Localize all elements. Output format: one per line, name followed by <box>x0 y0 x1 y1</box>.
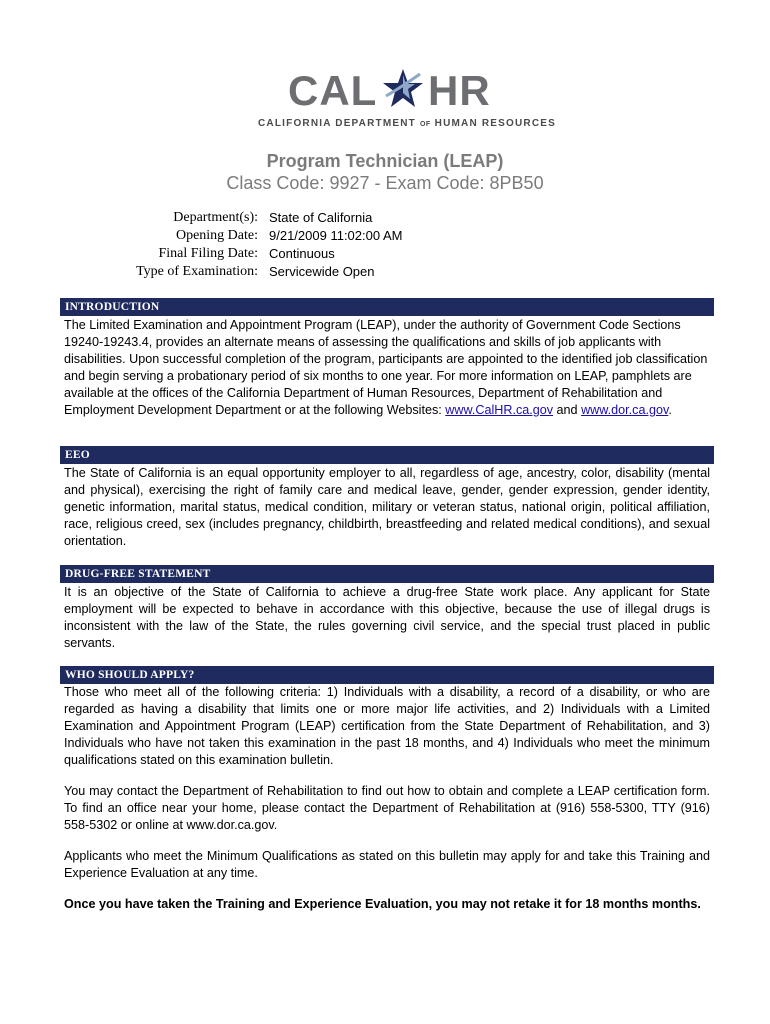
introduction-text <box>64 317 710 418</box>
who-should-apply-criteria: Those who meet all of the following criteria: 1) Individuals with a disability, a record of a disability, or who are regarded as having a disability that limits one or more major life activities, and 2) Individuals with a Limited Examination and Appointment Program (LEAP) certification from the State Department of Rehabilitation, and 3) Individuals who have not taken this examination in the past 18 months, and 4) Individuals who meet the minimum qualifications stated on this examination bulletin. <box>64 685 710 767</box>
introduction-body: The Limited Examination and Appointment Program (LEAP), under the authority of Government Code Sections 19240-19243.4, provides an alternate means of assessing the qualifications and skills of job applicants with disabilities. Upon successful completion of the program, participants are appointed to the identified job classification and begin serving a probationary period of six months to one year. For more information on LEAP, pamphlets are available at the offices of the California Department of Human Resources, Department of Rehabilitation and Employment Development Department or at the following Websites: <box>64 318 708 417</box>
info-row-final-filing-date <box>0 245 770 263</box>
link-separator: and <box>553 402 582 417</box>
info-row-exam-type <box>0 263 770 281</box>
introduction-end: . <box>668 402 672 417</box>
section-header-eeo <box>60 446 714 464</box>
calhr-link[interactable]: www.CalHR.ca.gov <box>445 402 554 417</box>
section-header-drug-free <box>60 565 714 583</box>
page-title: Program Technician (LEAP) <box>266 151 504 171</box>
retake-policy-note: Once you have taken the Training and Experience Evaluation, you may not retake it for 18 months months. <box>64 897 701 911</box>
info-label: Final Filing Date: <box>158 246 258 261</box>
logo-subtitle-right: HUMAN RESOURCES <box>434 118 557 129</box>
info-label: Department(s): <box>173 210 258 225</box>
section-heading: EEO <box>65 449 90 461</box>
class-exam-code: Class Code: 9927 - Exam Code: 8PB50 <box>226 173 544 193</box>
info-row-opening-date <box>0 227 770 245</box>
star-icon <box>380 66 426 112</box>
info-value: Servicewide Open <box>269 264 375 279</box>
info-row-department <box>0 209 770 227</box>
logo-subtitle-left: CALIFORNIA DEPARTMENT <box>258 118 416 129</box>
info-value: 9/21/2009 11:02:00 AM <box>269 228 403 243</box>
logo-subtitle <box>258 118 557 129</box>
info-value: Continuous <box>269 246 335 261</box>
logo-word-hr: HR <box>428 67 491 114</box>
section-heading: INTRODUCTION <box>65 301 160 313</box>
info-value: State of California <box>269 210 373 225</box>
section-header-introduction <box>60 298 714 316</box>
eeo-text: The State of California is an equal opportunity employer to all, regardless of age, ancestry, color, disability (mental and physical), exercising the right of family care and medical leave, gender, gender expression, gender identity, genetic information, marital status, medical condition, military or veteran status, national origin, political affiliation, race, religious creed, sex (includes pregnancy, childbirth, breastfeeding and related medical conditions), and sexual orientation. <box>64 466 710 548</box>
dor-link[interactable]: www.dor.ca.gov <box>581 402 669 417</box>
info-label: Type of Examination: <box>136 264 258 279</box>
minimum-qualifications-note: Applicants who meet the Minimum Qualifications as stated on this bulletin may apply for and take this Training and Experience Evaluation at any time. <box>64 849 710 880</box>
section-header-who-should-apply <box>60 666 714 684</box>
section-heading: DRUG-FREE STATEMENT <box>65 568 211 580</box>
section-heading: WHO SHOULD APPLY? <box>65 669 195 681</box>
leap-certification-info: You may contact the Department of Rehabilitation to find out how to obtain and complete a LEAP certification form. To find an office near your home, please contact the Department of Rehabilitation at (916) 558-5300, TTY (916) 558-5302 or online at www.dor.ca.gov. <box>64 784 710 832</box>
logo-subtitle-mid: OF <box>419 121 431 128</box>
info-label: Opening Date: <box>175 228 258 243</box>
drug-free-text: It is an objective of the State of California to achieve a drug-free State work place. Any applicant for State employment will be expected to behave in accordance with this objective, because the use of illegal drugs is inconsistent with the law of the State, the rules governing civil service, and the special trust placed in public servants. <box>64 585 710 650</box>
calhr-logo <box>258 66 557 136</box>
logo-word-cal: CAL <box>288 67 378 114</box>
